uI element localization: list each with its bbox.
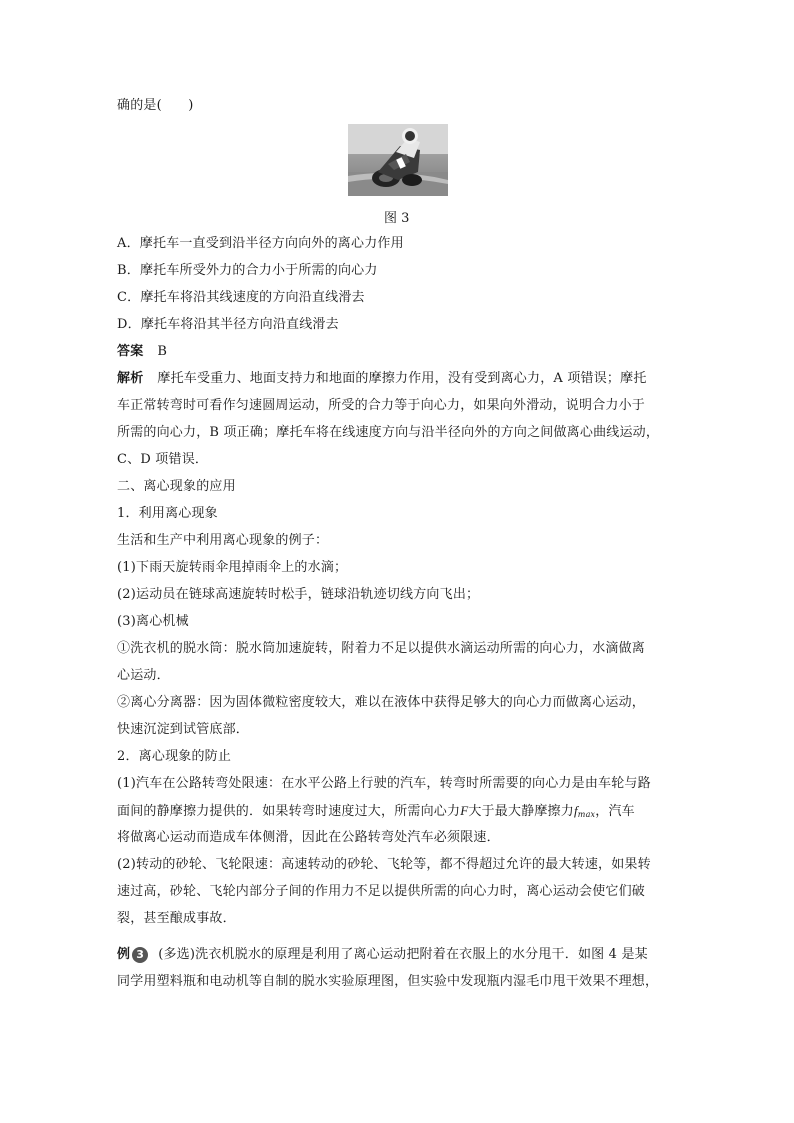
analysis-line-2: 车正常转弯时可看作匀速圆周运动，所受的合力等于向心力，如果向外滑动，说明合力小于 — [117, 398, 646, 413]
paragraph-wheel-1: (2)转动的砂轮、飞轮限速：高速转动的砂轮、飞轮等，都不得超过允许的最大转速，如果转 — [117, 857, 651, 872]
answer-line — [117, 343, 682, 361]
section-heading-applications: 二、离心现象的应用 — [117, 479, 236, 494]
option-b: B．摩托车所受外力的合力小于所需的向心力 — [117, 263, 378, 278]
subheading-prevent-centrifugal: 2．离心现象的防止 — [117, 749, 232, 764]
paragraph-examples-intro: 生活和生产中利用离心现象的例子： — [117, 533, 329, 548]
analysis-text-1: 摩托车受重力、地面支持力和地面的摩擦力作用，没有受到离心力，A 项错误；摩托 — [157, 371, 647, 386]
paragraph-separator-1: ②离心分离器：因为固体微粒密度较大，难以在液体中获得足够大的向心力而做离心运动， — [117, 695, 646, 710]
paragraph-example-2: (2)运动员在链球高速旋转时松手，链球沿轨迹切线方向飞出； — [117, 587, 480, 602]
option-d: D．摩托车将沿其半径方向沿直线滑去 — [117, 317, 339, 332]
symbol-fmax-subscript: max — [577, 810, 596, 819]
paragraph-car-3: 将做离心运动而造成车体侧滑，因此在公路转弯处汽车必须限速． — [117, 830, 500, 845]
option-c: C．摩托车将沿其线速度的方向沿直线滑去 — [117, 290, 365, 305]
paragraph-washer-2: 心运动． — [117, 668, 170, 683]
symbol-f: F — [460, 803, 469, 818]
paragraph-washer-1: ①洗衣机的脱水筒：脱水筒加速旋转，附着力不足以提供水滴运动所需的向心力，水滴做离 — [117, 641, 646, 656]
analysis-line-3: 所需的向心力，B 项正确；摩托车将在线速度方向与沿半径向外的方向之间做离心曲线运动， — [117, 425, 660, 440]
analysis-line-4: C、D 项错误． — [117, 452, 209, 467]
example-label: 例 — [117, 947, 131, 962]
paragraph-example-3: (3)离心机械 — [117, 614, 189, 629]
answer-label: 答案 — [117, 344, 144, 359]
motorcycle-racer-icon — [348, 124, 448, 196]
car-text-a: 面间的静摩擦力提供的．如果转弯时速度过大，所需向心力 — [117, 804, 461, 819]
example-line-1 — [117, 946, 682, 964]
figure-caption: 图 3 — [384, 211, 410, 226]
paragraph-car-2 — [117, 802, 682, 824]
paragraph-wheel-2: 速过高，砂轮、飞轮内部分子间的作用力不足以提供所需的向心力时，离心运动会使它们破 — [117, 884, 646, 899]
example-number-badge: 3 — [132, 947, 148, 963]
symbol-fmax: f — [573, 803, 578, 818]
example-text-1: (多选)洗衣机脱水的原理是利用了离心运动把附着在衣服上的水分甩干．如图 4 是某 — [158, 947, 648, 962]
subheading-use-centrifugal: 1．利用离心现象 — [117, 506, 218, 521]
car-text-b: 大于最大静摩擦力 — [468, 804, 574, 819]
car-text-c: ，汽车 — [595, 804, 635, 819]
analysis-label: 解析 — [117, 371, 144, 386]
paragraph-example-1: (1)下雨天旋转雨伞甩掉雨伞上的水滴； — [117, 560, 348, 575]
option-a: A．摩托车一直受到沿半径方向向外的离心力作用 — [117, 236, 404, 251]
paragraph-separator-2: 快速沉淀到试管底部． — [117, 722, 250, 737]
question-stem-tail: 确的是( ) — [117, 98, 194, 113]
answer-value: B — [157, 344, 168, 359]
paragraph-car-1: (1)汽车在公路转弯处限速：在水平公路上行驶的汽车，转弯时所需要的向心力是由车轮与路 — [117, 776, 651, 791]
analysis-line-1 — [117, 370, 682, 388]
paragraph-wheel-3: 裂，甚至酿成事故． — [117, 911, 236, 926]
example-line-2: 同学用塑料瓶和电动机等自制的脱水实验原理图，但实验中发现瓶内湿毛巾甩干效果不理想， — [117, 974, 659, 989]
motorcycle-photo — [348, 124, 448, 196]
